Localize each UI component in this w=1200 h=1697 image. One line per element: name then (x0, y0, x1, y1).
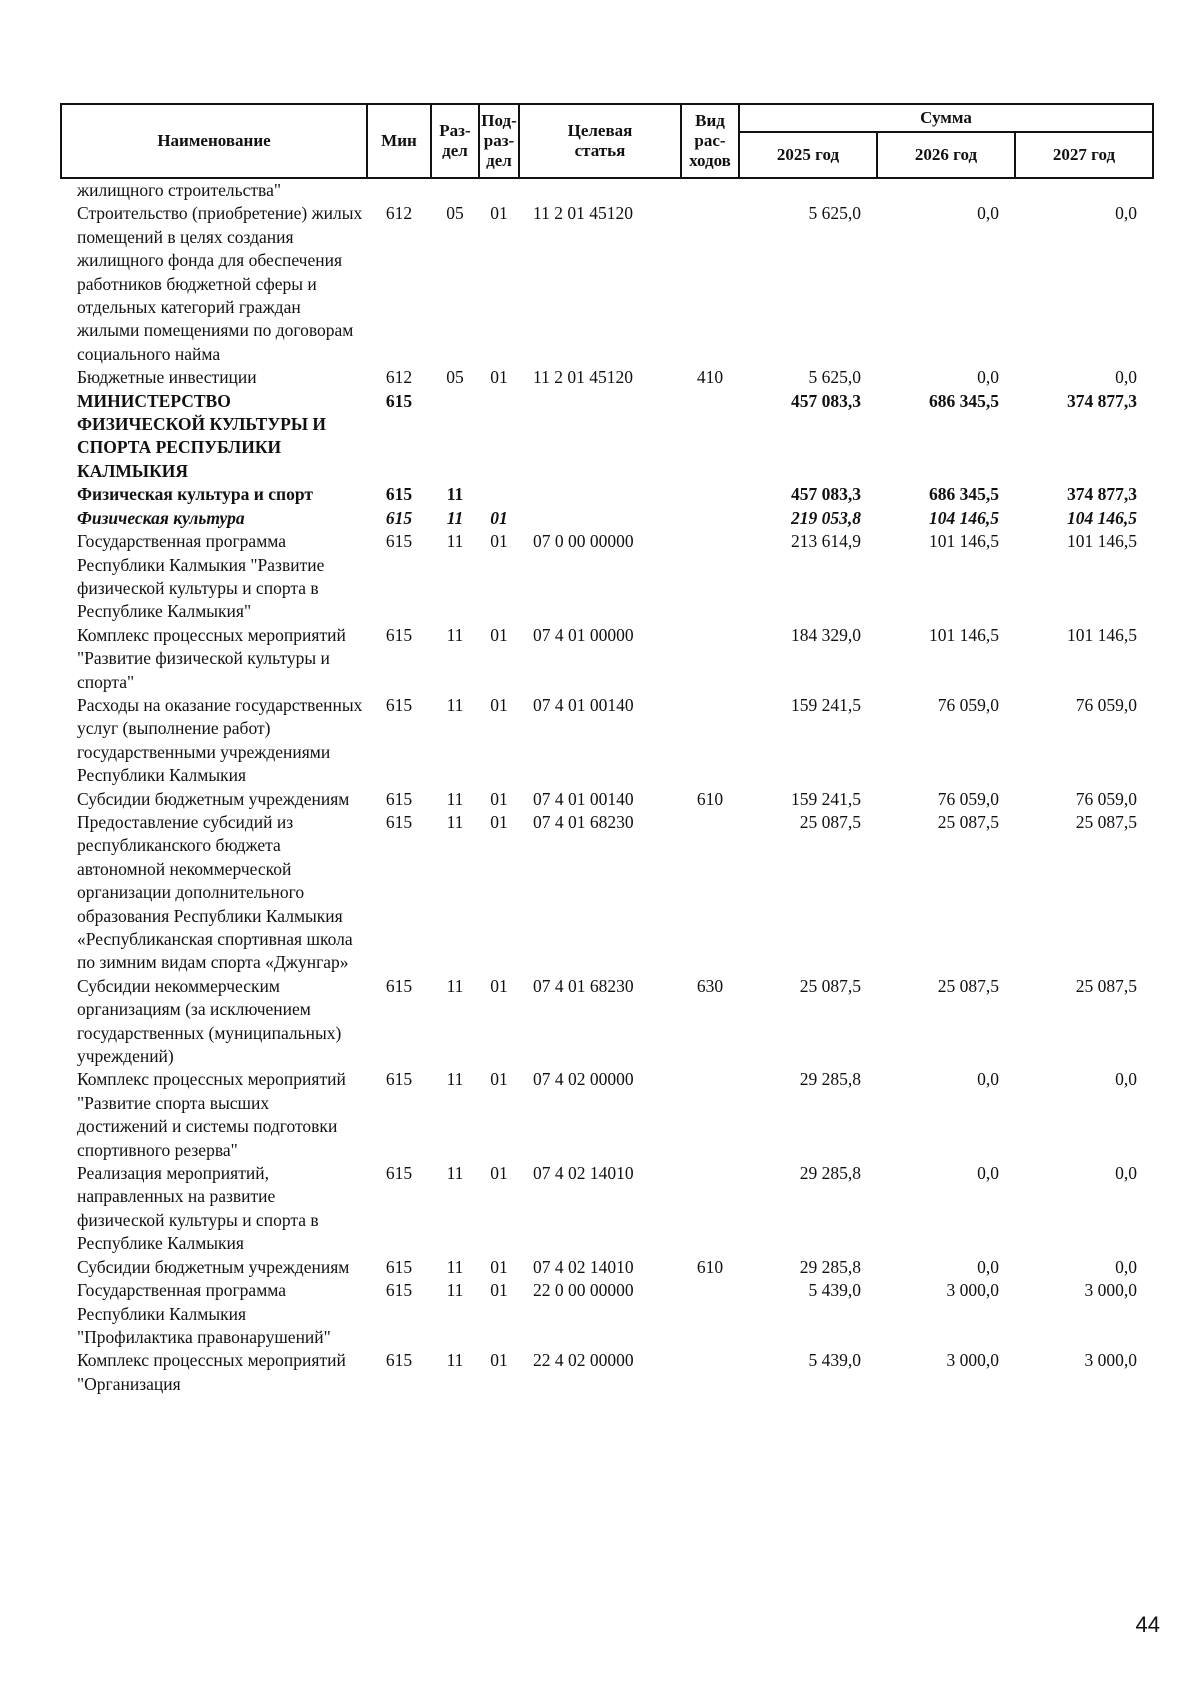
table-row (61, 530, 1153, 624)
cell-podrazdel: 01 (490, 367, 508, 388)
cell-y2026: 0,0 (977, 1256, 999, 1277)
cell-podrazdel: 01 (490, 1280, 508, 1301)
cell-razdel: 11 (446, 484, 464, 505)
cell-y2027: 0,0 (1115, 367, 1138, 388)
cell-razdel: 11 (446, 1350, 464, 1371)
cell-y2025: 5 625,0 (808, 203, 861, 224)
cell-cs: 07 4 01 00140 (533, 788, 634, 809)
cell-min: 615 (385, 507, 413, 528)
table-row (61, 202, 1153, 366)
cell-podrazdel: 01 (490, 531, 508, 552)
cell-y2025 (739, 178, 877, 202)
cell-min: 615 (385, 788, 413, 809)
cell-y2026: 0,0 (977, 1069, 999, 1090)
cell-razdel: 11 (446, 811, 464, 832)
table-row (61, 1162, 1153, 1256)
cell-y2025: 213 614,9 (791, 531, 861, 552)
cell-podrazdel: 01 (490, 507, 508, 528)
cell-y2026: 76 059,0 (937, 788, 999, 809)
cell-vr (681, 178, 739, 202)
cell-vr: 610 (696, 1256, 724, 1277)
cell-razdel: 11 (446, 788, 464, 809)
table-body (61, 178, 1153, 1396)
cell-cs: 22 0 00 00000 (533, 1280, 634, 1301)
cell-min: 615 (385, 1350, 413, 1371)
cell-y2027: 3 000,0 (1084, 1350, 1138, 1371)
cell-podrazdel: 01 (490, 811, 508, 832)
cell-razdel: 11 (446, 1280, 464, 1301)
cell-razdel (431, 178, 479, 202)
cell-name: Бюджетные инвестиции (77, 367, 257, 388)
cell-name: Расходы на оказание государственных услуг (выполнение работ) государственными учреждениями Республики Калмыкия (77, 694, 363, 786)
cell-y2027: 374 877,3 (1067, 484, 1138, 505)
cell-min: 615 (385, 811, 413, 832)
cell-razdel: 11 (446, 531, 464, 552)
cell-cs (519, 178, 681, 202)
cell-y2025: 457 083,3 (791, 390, 861, 411)
cell-vr (681, 1162, 739, 1256)
cell-y2026: 686 345,5 (929, 390, 999, 411)
cell-y2025: 219 053,8 (791, 507, 861, 528)
cell-y2025: 5 625,0 (808, 367, 861, 388)
cell-vr (681, 483, 739, 506)
cell-razdel (431, 390, 479, 484)
cell-y2026: 101 146,5 (929, 531, 999, 552)
cell-y2026: 0,0 (977, 203, 999, 224)
cell-min: 615 (385, 1280, 413, 1301)
cell-y2025: 457 083,3 (791, 484, 861, 505)
table-row (61, 694, 1153, 788)
cell-y2027 (1015, 178, 1153, 202)
cell-y2025: 29 285,8 (799, 1163, 861, 1184)
header-2026: 2026 год (877, 132, 1015, 178)
cell-vr (681, 202, 739, 366)
cell-name: Комплекс процессных мероприятий "Организация (77, 1350, 346, 1394)
cell-name: Строительство (приобретение) жилых помещений в целях создания жилищного фонда для обеспечения работников бюджетной сферы и отдельных категорий граждан жилыми помещениями по договорам социального найма (77, 203, 363, 364)
cell-cs: 07 0 00 00000 (533, 531, 634, 552)
cell-name: Государственная программа Республики Калмыкия "Профилактика правонарушений" (77, 1280, 331, 1347)
cell-razdel: 11 (446, 694, 464, 715)
cell-podrazdel: 01 (490, 694, 508, 715)
cell-podrazdel (479, 390, 519, 484)
cell-y2026: 104 146,5 (929, 507, 999, 528)
cell-name: МИНИСТЕРСТВО ФИЗИЧЕСКОЙ КУЛЬТУРЫ И СПОРТА РЕСПУБЛИКИ КАЛМЫКИЯ (77, 390, 327, 481)
cell-y2027: 76 059,0 (1075, 694, 1138, 715)
cell-y2027: 104 146,5 (1067, 507, 1138, 528)
cell-razdel: 05 (446, 203, 464, 224)
cell-min: 615 (385, 624, 413, 645)
cell-y2026: 3 000,0 (946, 1350, 999, 1371)
header-summa: Сумма (739, 104, 1153, 132)
cell-min: 615 (385, 1163, 413, 1184)
table-row (61, 366, 1153, 389)
cell-cs (519, 507, 681, 530)
cell-vr: 410 (696, 367, 724, 388)
cell-y2025: 184 329,0 (791, 624, 861, 645)
cell-vr: 630 (696, 975, 724, 996)
header-name: Наименование (61, 104, 367, 178)
cell-name: Субсидии бюджетным учреждениям (77, 1256, 350, 1277)
cell-cs: 07 4 02 14010 (533, 1256, 634, 1277)
cell-y2025: 29 285,8 (799, 1069, 861, 1090)
cell-y2027: 3 000,0 (1084, 1280, 1138, 1301)
cell-y2025: 25 087,5 (799, 975, 861, 996)
cell-y2027: 0,0 (1115, 1163, 1138, 1184)
cell-name: Физическая культура (77, 507, 245, 528)
cell-cs (519, 483, 681, 506)
cell-razdel: 05 (446, 367, 464, 388)
cell-vr (681, 624, 739, 694)
cell-podrazdel: 01 (490, 1256, 508, 1277)
cell-y2027: 0,0 (1115, 1256, 1138, 1277)
cell-y2027: 101 146,5 (1067, 624, 1138, 645)
cell-y2026 (877, 178, 1015, 202)
table-header (61, 104, 1153, 178)
cell-cs: 07 4 01 00000 (533, 624, 634, 645)
cell-podrazdel: 01 (490, 1163, 508, 1184)
cell-name: Государственная программа Республики Калмыкия "Развитие физической культуры и спорта в Республике Калмыкия" (77, 531, 325, 622)
table-row (61, 1279, 1153, 1349)
cell-cs: 11 2 01 45120 (533, 367, 633, 388)
header-2025: 2025 год (739, 132, 877, 178)
cell-razdel: 11 (446, 1069, 464, 1090)
cell-cs (519, 390, 681, 484)
cell-vr (681, 1068, 739, 1162)
cell-y2027: 25 087,5 (1075, 811, 1138, 832)
cell-y2027: 374 877,3 (1067, 390, 1138, 411)
cell-y2025: 159 241,5 (791, 788, 861, 809)
budget-document (60, 103, 1152, 1396)
cell-y2027: 25 087,5 (1075, 975, 1138, 996)
cell-podrazdel: 01 (490, 1350, 508, 1371)
cell-min (367, 178, 431, 202)
cell-min: 615 (385, 531, 413, 552)
cell-y2025: 5 439,0 (808, 1280, 861, 1301)
cell-name: жилищного строительства" (77, 180, 281, 200)
cell-name: Реализация мероприятий, направленных на развитие физической культуры и спорта в Республике Калмыкия (77, 1163, 319, 1254)
cell-razdel: 11 (446, 1256, 464, 1277)
cell-name: Субсидии некоммерческим организациям (за исключением государственных (муниципальных) учреждений) (77, 975, 342, 1067)
cell-vr (681, 811, 739, 975)
table-row (61, 390, 1153, 484)
cell-name: Предоставление субсидий из республиканского бюджета автономной некоммерческой организации дополнительного образования Республики Калмыкия «Республиканская спортивная школа по зимним видам спорта «Джунгар» (77, 811, 353, 973)
cell-min: 615 (385, 975, 413, 996)
table-row (61, 788, 1153, 811)
header-celevaya-statya: Целевая статья (519, 104, 681, 178)
cell-vr (681, 530, 739, 624)
cell-y2026: 3 000,0 (946, 1280, 999, 1301)
cell-min: 615 (385, 694, 413, 715)
cell-name: Физическая культура и спорт (77, 484, 313, 505)
cell-y2026: 0,0 (977, 367, 999, 388)
cell-vr (681, 1279, 739, 1349)
cell-y2026: 25 087,5 (937, 811, 999, 832)
cell-min: 615 (385, 390, 413, 411)
cell-name: Субсидии бюджетным учреждениям (77, 788, 350, 809)
cell-razdel: 11 (446, 975, 464, 996)
table-row (61, 1349, 1153, 1396)
cell-y2025: 29 285,8 (799, 1256, 861, 1277)
cell-razdel: 11 (446, 1163, 464, 1184)
cell-cs: 07 4 02 00000 (533, 1069, 634, 1090)
cell-y2026: 101 146,5 (929, 624, 999, 645)
cell-y2027: 101 146,5 (1067, 531, 1138, 552)
cell-y2025: 25 087,5 (799, 811, 861, 832)
table-row (61, 1068, 1153, 1162)
table-row (61, 975, 1153, 1069)
cell-y2027: 0,0 (1115, 1069, 1138, 1090)
header-min: Мин (367, 104, 431, 178)
cell-cs: 07 4 01 00140 (533, 694, 634, 715)
cell-y2025: 159 241,5 (791, 694, 861, 715)
budget-table (60, 103, 1154, 1396)
cell-min: 612 (385, 367, 413, 388)
cell-y2026: 0,0 (977, 1163, 999, 1184)
cell-podrazdel: 01 (490, 788, 508, 809)
cell-y2027: 0,0 (1115, 203, 1138, 224)
cell-cs: 11 2 01 45120 (533, 203, 633, 224)
header-vid-rashodov: Вид рас- ходов (681, 104, 739, 178)
cell-vr (681, 507, 739, 530)
cell-vr (681, 694, 739, 788)
cell-vr (681, 390, 739, 484)
cell-min: 615 (385, 1069, 413, 1090)
table-row (61, 483, 1153, 506)
table-row (61, 178, 1153, 202)
header-podrazdel: Под- раз- дел (479, 104, 519, 178)
cell-podrazdel (479, 483, 519, 506)
table-row (61, 811, 1153, 975)
cell-podrazdel: 01 (490, 203, 508, 224)
cell-vr: 610 (696, 788, 724, 809)
cell-cs: 22 4 02 00000 (533, 1350, 634, 1371)
cell-min: 612 (385, 203, 413, 224)
cell-podrazdel: 01 (490, 975, 508, 996)
cell-vr (681, 1349, 739, 1396)
table-row (61, 1256, 1153, 1279)
page-number: 44 (1135, 1612, 1160, 1637)
cell-podrazdel: 01 (490, 624, 508, 645)
table-row (61, 507, 1153, 530)
cell-y2026: 25 087,5 (937, 975, 999, 996)
cell-y2025: 5 439,0 (808, 1350, 861, 1371)
table-row (61, 624, 1153, 694)
cell-cs: 07 4 01 68230 (533, 811, 634, 832)
cell-min: 615 (385, 1256, 413, 1277)
cell-podrazdel: 01 (490, 1069, 508, 1090)
cell-razdel: 11 (446, 624, 464, 645)
cell-y2027: 76 059,0 (1075, 788, 1138, 809)
cell-cs: 07 4 02 14010 (533, 1163, 634, 1184)
header-razdel: Раз- дел (431, 104, 479, 178)
cell-y2026: 76 059,0 (937, 694, 999, 715)
cell-min: 615 (385, 484, 413, 505)
cell-podrazdel (479, 178, 519, 202)
cell-name: Комплекс процессных мероприятий "Развитие физической культуры и спорта" (77, 624, 346, 692)
header-2027: 2027 год (1015, 132, 1153, 178)
cell-razdel: 11 (446, 507, 464, 528)
cell-name: Комплекс процессных мероприятий "Развитие спорта высших достижений и системы подготовки спортивного резерва" (77, 1069, 346, 1160)
cell-y2026: 686 345,5 (929, 484, 999, 505)
cell-cs: 07 4 01 68230 (533, 975, 634, 996)
